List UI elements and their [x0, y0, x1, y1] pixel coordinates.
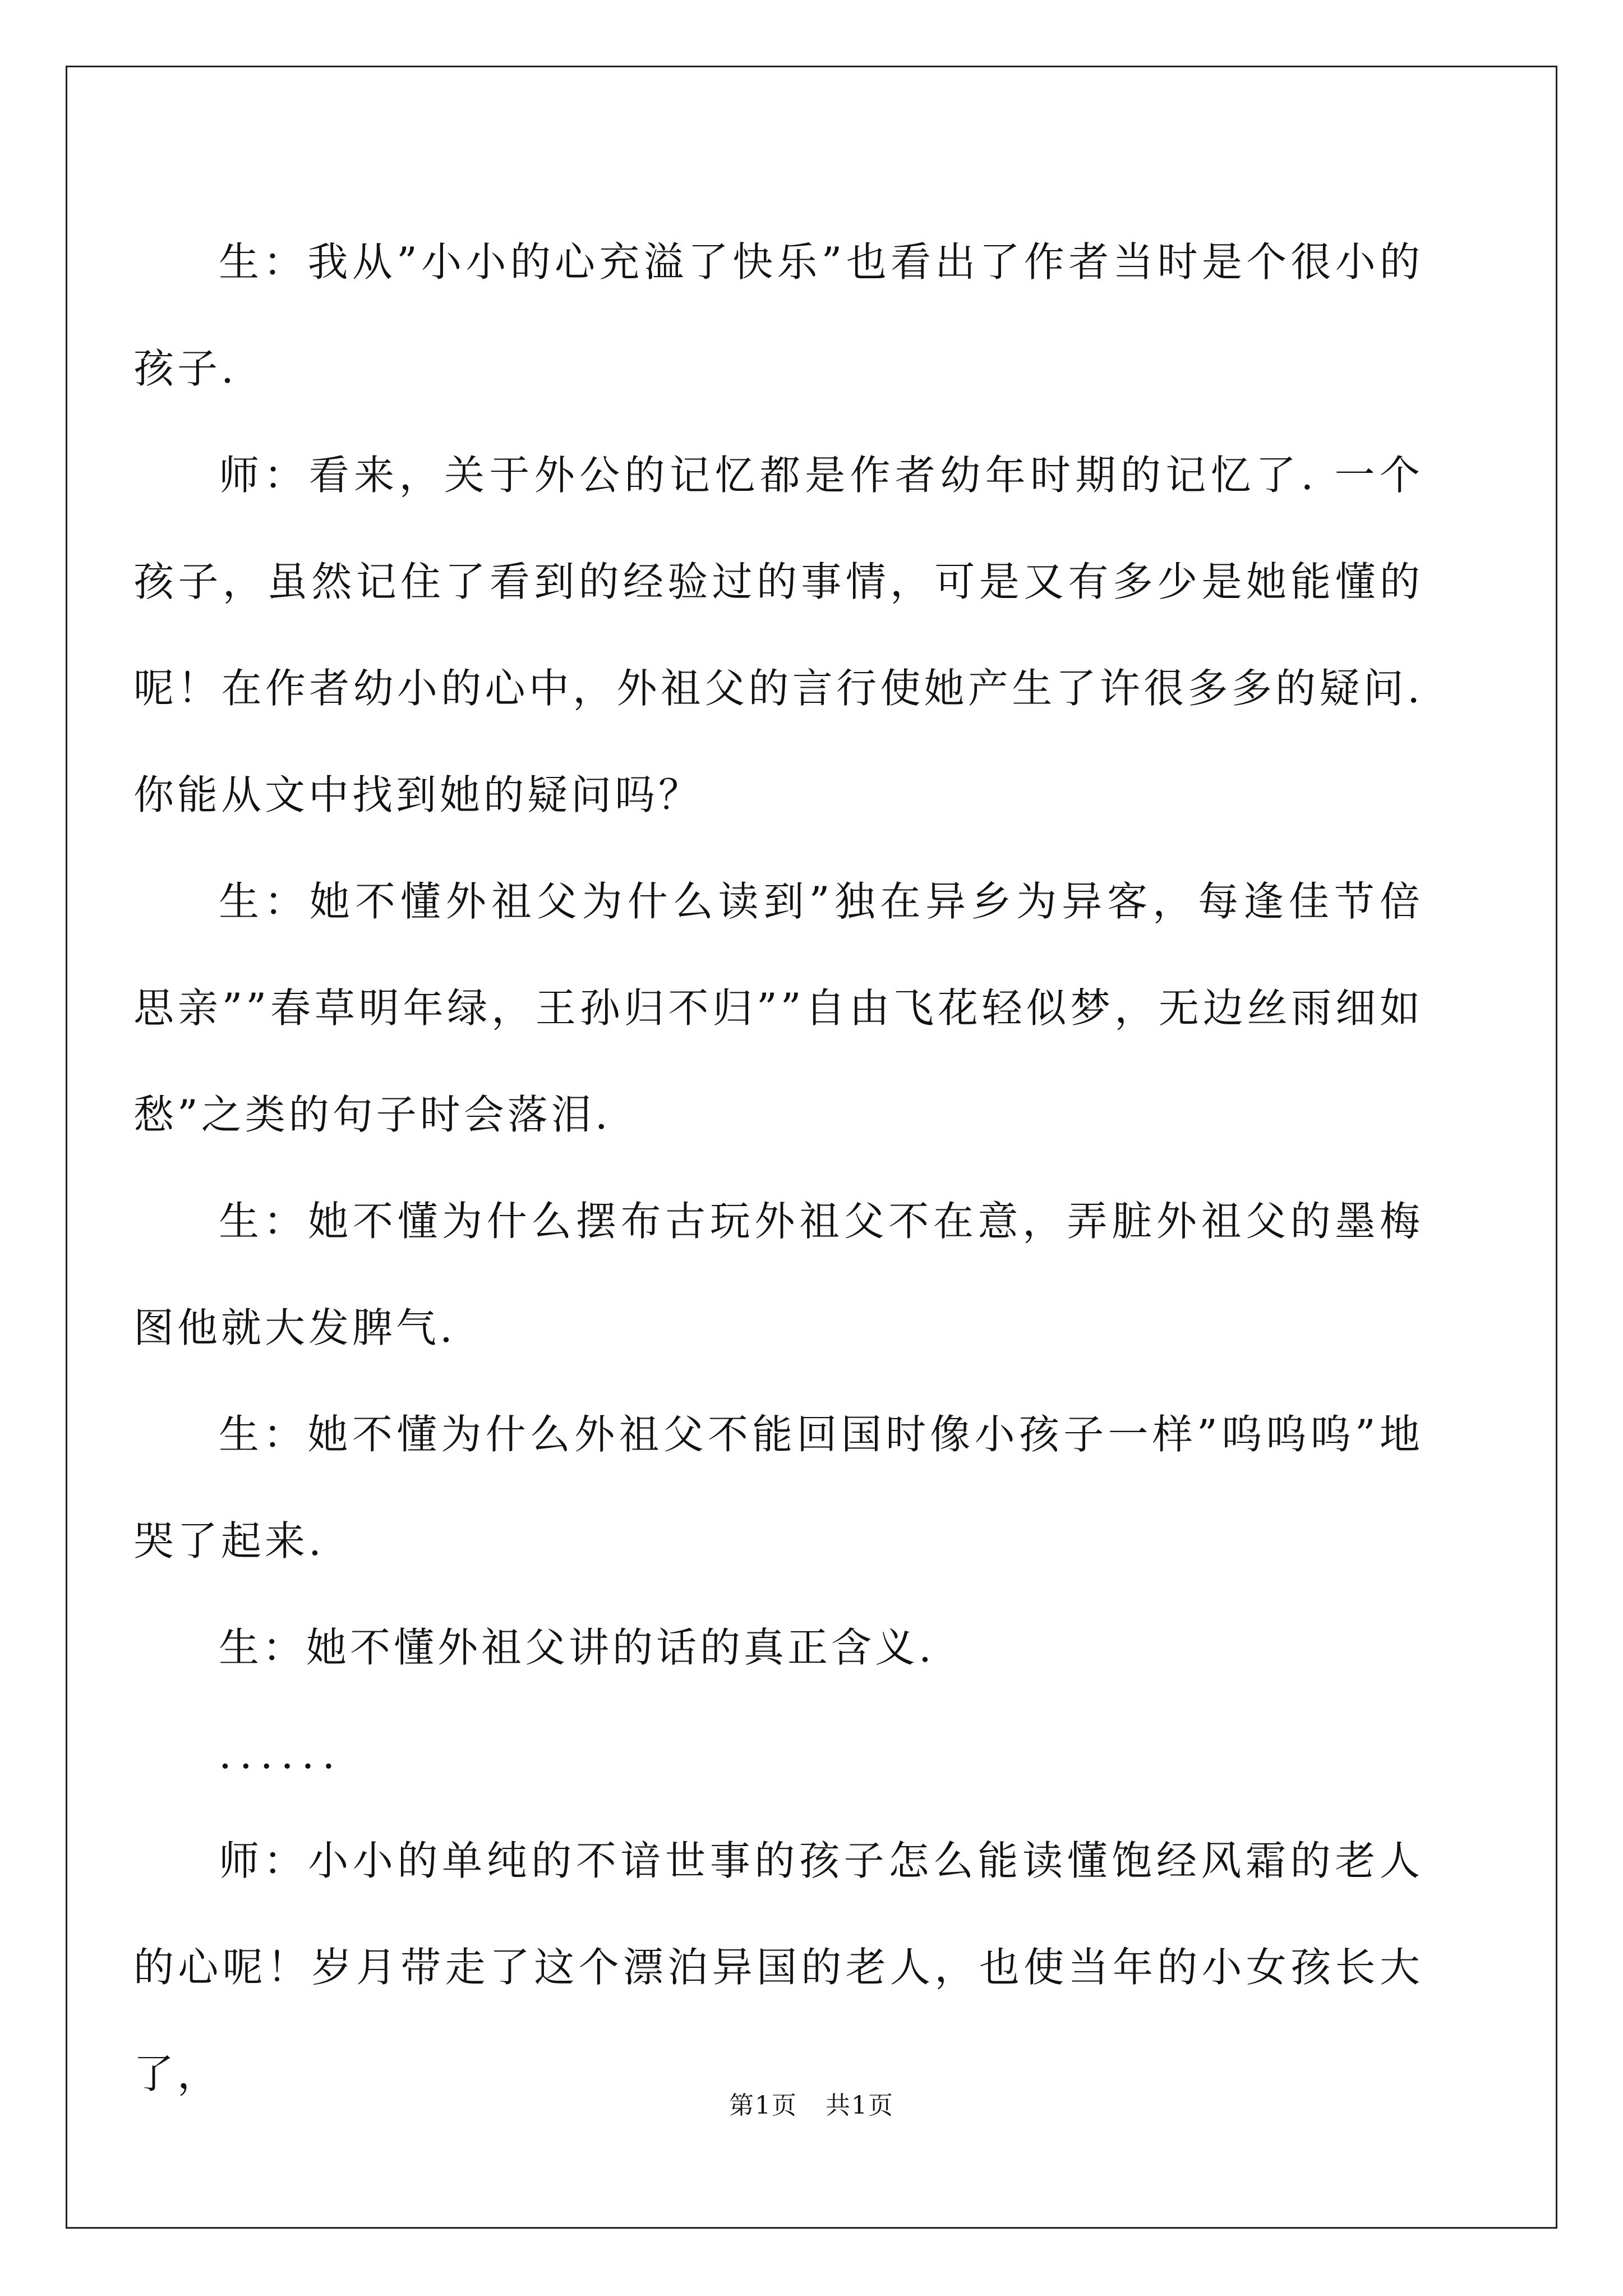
document-body	[133, 209, 1423, 2127]
paragraph-teacher-1: 师：看来，关于外公的记忆都是作者幼年时期的记忆了. 一个孩子，虽然记住了看到的经验过的事情，可是又有多少是她能懂的呢！在作者幼小的心中，外祖父的言行使她产生了许很多多的疑问. 你能从文中找到她的疑问吗？	[133, 452, 1423, 818]
paragraph-student-1: 生：我从”小小的心充溢了快乐”也看出了作者当时是个很小的孩子.	[133, 238, 1423, 392]
page-footer	[0, 2089, 1623, 2123]
paragraph-student-4: 生：她不懂为什么外祖父不能回国时像小孩子一样”呜呜呜”地哭了起来.	[133, 1411, 1423, 1565]
ellipsis-paragraph: ......	[219, 1731, 343, 1778]
paragraph-teacher-2: 师：小小的单纯的不谙世事的孩子怎么能读懂饱经风霜的老人的心呢！岁月带走了这个漂泊异国的老人，也使当年的小女孩长大了，	[133, 1837, 1423, 2097]
paragraph-student-2: 生：她不懂外祖父为什么读到”独在异乡为异客，每逢佳节倍思亲””春草明年绿，王孙归不归””自由飞花轻似梦，无边丝雨细如愁”之类的句子时会落泪.	[133, 878, 1423, 1138]
page-number-total: 共1页	[826, 2091, 894, 2120]
page-number-current: 第1页	[729, 2091, 797, 2120]
paragraph-student-5: 生：她不懂外祖父讲的话的真正含义.	[219, 1624, 935, 1671]
paragraph-student-3: 生：她不懂为什么摆布古玩外祖父不在意，弄脏外祖父的墨梅图他就大发脾气.	[133, 1198, 1423, 1351]
